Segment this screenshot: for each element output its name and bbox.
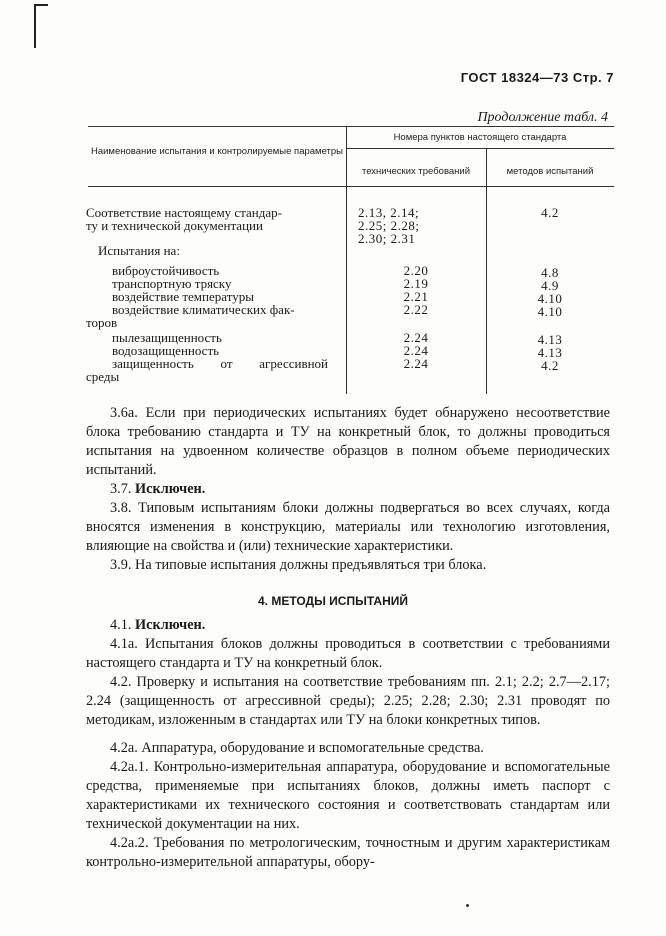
test-name-cont: среды — [86, 369, 120, 384]
col-header-methods: методов испытаний — [506, 166, 594, 177]
col-header-name: Наименование испытания и контролируемые параметры — [90, 146, 344, 157]
table-group-divider — [346, 148, 614, 149]
test-name-cont: торов — [86, 315, 118, 330]
paragraph-4-1a: 4.1а. Испытания блоков должны проводиться в соответствии с требованиями настоящего стандарта и ТУ на конкретный блок. — [86, 636, 610, 671]
paragraph-4-2a2: 4.2а.2. Требования по метрологическим, точностным и другим характеристикам контрольно-измерительной аппаратуры, обору- — [86, 835, 610, 870]
paragraph-4-2a1: 4.2а.1. Контрольно-измерительная аппаратура, оборудование и вспомогательные средства, применяемые при испытаниях блоков, должны иметь паспорт с характеристиками их технического состояния и соответствовать стандартам или технической документации на них. — [86, 759, 610, 832]
test-name: пылезащищенность — [112, 330, 222, 345]
row-conformity-tech-1: 2.13, 2.14; — [358, 205, 420, 220]
tests-table — [88, 126, 614, 394]
row-conformity-method: 4.2 — [541, 205, 559, 220]
section-4-title: 4. МЕТОДЫ ИСПЫТАНИЙ — [258, 594, 408, 608]
ink-dot — [466, 904, 469, 907]
test-name: защищенность от агрессивной — [112, 356, 328, 371]
paragraph-3-6a: 3.6а. Если при периодических испытаниях будет обнаружено несоответствие блока требованию стандарта и ТУ на конкретный блок, то должны проводиться испытания на удвоенном количестве образцов в полном объеме периодических испытаний. — [86, 405, 610, 478]
test-name: воздействие климатических фак- — [112, 302, 295, 317]
test-tech: 2.24 — [403, 343, 429, 358]
row-conformity-name-1: Соответствие настоящему стандар- — [86, 205, 282, 220]
paragraph-3-7-number: 3.7. — [110, 481, 132, 497]
test-method: 4.10 — [537, 291, 563, 306]
test-tech: 2.20 — [403, 263, 429, 278]
table-header-bottom-border — [88, 186, 614, 187]
test-method: 4.9 — [541, 278, 559, 293]
row-conformity-name-2: ту и технической документации — [86, 218, 263, 233]
test-name: воздействие температуры — [112, 289, 254, 304]
paragraph-4-1-number: 4.1. — [110, 617, 132, 633]
tests-label: Испытания на: — [98, 243, 180, 258]
test-method: 4.8 — [541, 265, 559, 280]
row-conformity-tech-2: 2.25; 2.28; — [358, 218, 420, 233]
corner-mark-horizontal — [34, 4, 48, 6]
test-name: виброустойчивость — [112, 263, 220, 278]
paragraph-3-7 — [86, 480, 610, 499]
test-tech: 2.22 — [403, 302, 429, 317]
test-tech: 2.24 — [403, 330, 429, 345]
paragraph-4-1 — [86, 616, 610, 635]
test-method: 4.2 — [541, 358, 559, 373]
corner-mark-vertical — [34, 4, 36, 48]
test-tech: 2.24 — [403, 356, 429, 371]
test-method: 4.13 — [537, 345, 563, 360]
test-tech: 2.19 — [403, 276, 429, 291]
test-name: транспортную тряску — [112, 276, 232, 291]
paragraph-4-2a: 4.2а. Аппаратура, оборудование и вспомогательные средства. — [110, 740, 484, 756]
paragraph-3-9: 3.9. На типовые испытания должны предъявляться три блока. — [110, 557, 487, 573]
table-top-border — [88, 126, 614, 127]
col-group-header: Номера пунктов настоящего стандарта — [393, 132, 567, 143]
paragraph-4-1-text: Исключен. — [135, 617, 206, 633]
page-header: ГОСТ 18324—73 Стр. 7 — [460, 70, 614, 85]
test-method: 4.13 — [537, 332, 563, 347]
col-header-tech: технических требований — [361, 166, 471, 177]
paragraph-3-7-text: Исключен. — [135, 481, 206, 497]
test-name: водозащищенность — [112, 343, 220, 358]
row-conformity-tech-3: 2.30; 2.31 — [358, 231, 416, 246]
table-continuation-label: Продолжение табл. 4 — [477, 110, 608, 125]
paragraph-3-8: 3.8. Типовым испытаниям блоки должны подвергаться во всех случаях, когда вносятся изменения в конструкцию, материалы или технологию изготовления, влияющие на свойства и (или) технические характеристики. — [86, 500, 610, 554]
test-tech: 2.21 — [403, 289, 429, 304]
paragraph-4-2: 4.2. Проверку и испытания на соответствие требованиям пп. 2.1; 2.2; 2.7—2.17; 2.24 (защищенность от агрессивной среды); 2.25; 2.28; 2.30; 2.31 проводят по методикам, изложенным в стандартах или ТУ на блоки конкретных типов. — [86, 674, 610, 728]
test-method: 4.10 — [537, 304, 563, 319]
